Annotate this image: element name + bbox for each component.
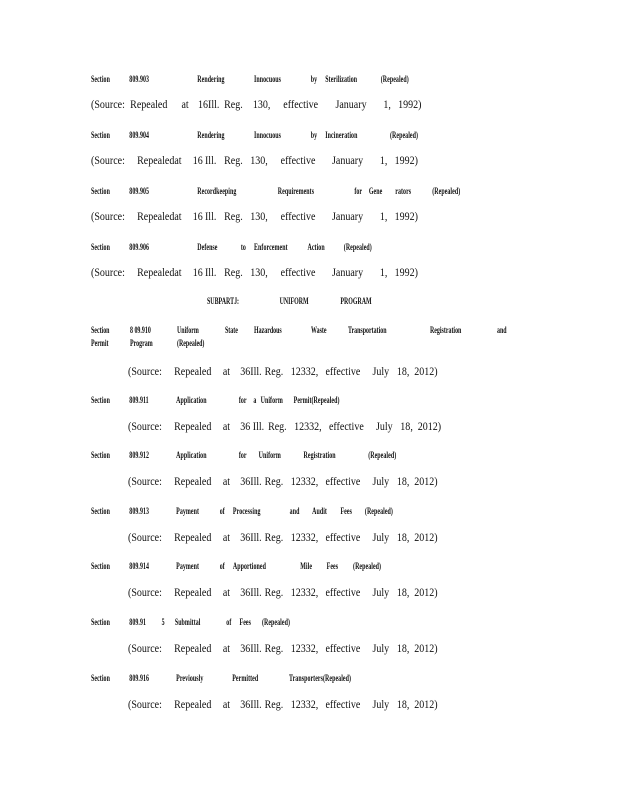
section-heading-809-912: Section 809.912 Application for Uniform Registration (Repealed) (91, 450, 397, 460)
section-heading-809-914: Section 809.914 Payment of Apportioned Mile Fees (Repealed) (91, 561, 382, 571)
section-heading-809-915: Section 809.91 5 Submittal of Fees (Repealed) (91, 617, 290, 627)
section-heading-809-913: Section 809.913 Payment of Processing and Audit Fees (Repealed) (91, 506, 393, 516)
source-note-809-910: (Source: Repealed at 36Ill. Reg. 12332, effective July 18, 2012) (128, 366, 438, 378)
source-note-809-916: (Source: Repealed at 36Ill. Reg. 12332, effective July 18, 2012) (128, 699, 438, 711)
section-heading-809-906: Section 809.906 Defense to Enforcement Action (Repealed) (91, 242, 372, 252)
source-note-809-912: (Source: Repealed at 36Ill. Reg. 12332, effective July 18, 2012) (128, 476, 438, 488)
source-note-809-906: (Source: Repealedat 16 Ill. Reg. 130, effective January 1, 1992) (91, 267, 418, 279)
section-heading-809-916: Section 809.916 Previously Permitted Transporters(Repealed) (91, 673, 352, 683)
source-note-809-915: (Source: Repealed at 36Ill. Reg. 12332, effective July 18, 2012) (128, 643, 438, 655)
section-heading-809-904: Section 809.904 Rendering Innocuous by Incineration (Repealed) (91, 130, 419, 140)
section-heading-809-910: Section 8 09.910 Uniform State Hazardous Waste Transportation Registration and Permit Program (Repealed) (91, 325, 507, 348)
subpart-heading: SUBPARTJ: UNIFORM PROGRAM (207, 296, 372, 306)
section-heading-809-905: Section 809.905 Recordkeeping Requirements for Gene rators (Repealed) (91, 186, 461, 196)
source-note-809-914: (Source: Repealed at 36Ill. Reg. 12332, effective July 18, 2012) (128, 587, 438, 599)
source-note-809-913: (Source: Repealed at 36Ill. Reg. 12332, effective July 18, 2012) (128, 532, 438, 544)
source-note-809-903: (Source: Repealed at 16Ill. Reg. 130, effective January 1, 1992) (91, 99, 422, 111)
section-heading-809-911: Section 809.911 Application for a Uniform Permit(Repealed) (91, 395, 340, 405)
section-heading-809-903: Section 809.903 Rendering Innocuous by Sterilization (Repealed) (91, 74, 409, 84)
source-note-809-904: (Source: Repealedat 16 Ill. Reg. 130, effective January 1, 1992) (91, 155, 418, 167)
source-note-809-905: (Source: Repealedat 16 Ill. Reg. 130, effective January 1, 1992) (91, 211, 418, 223)
source-note-809-911: (Source: Repealed at 36 Ill. Reg. 12332, effective July 18, 2012) (128, 421, 442, 433)
